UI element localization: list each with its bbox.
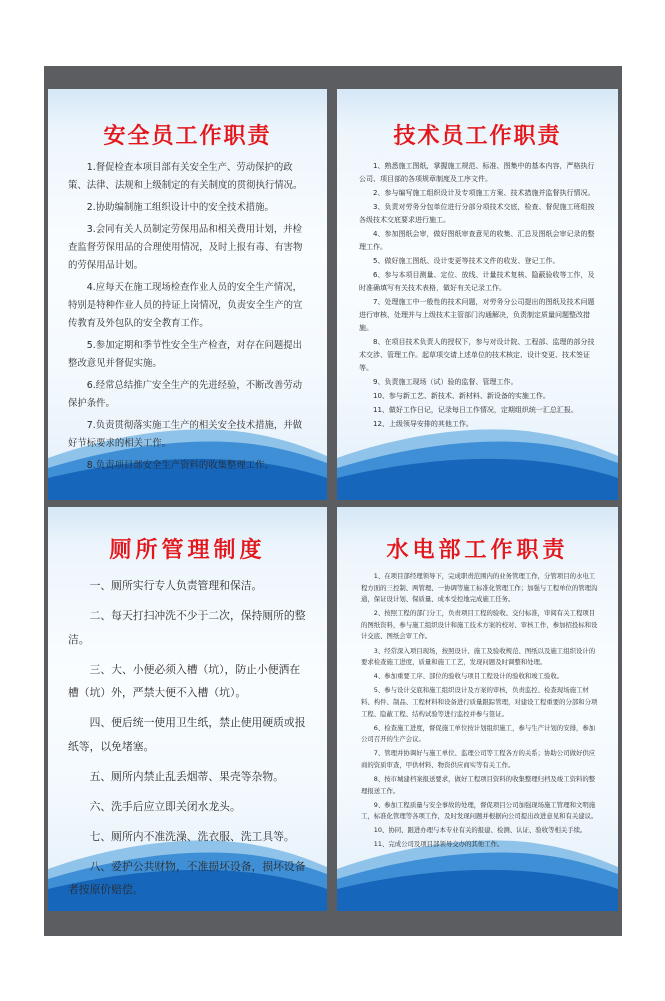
rule-item: 三、大、小便必须入槽（坑），防止小便洒在槽（坑）外，严禁大便不入槽（坑）。 — [68, 662, 301, 699]
rule-item: 四、便后统一使用卫生纸，禁止使用硬质或报纸等，以免堵塞。 — [68, 716, 306, 753]
duty-item: 7、管理并协调好与施工单位、监理公司等工程各方的关系；协助公司做好供应商的资质审查，甲供材料、物资供应商实等有关工作。 — [361, 749, 596, 769]
duty-item: 4、参加图纸会审，做好图纸审查意见的收集、汇总及图纸会审记录的整理工作。 — [359, 230, 595, 251]
duty-item: 10、参与新工艺、新技术、新材料、新设备的实施工作。 — [373, 392, 550, 400]
duty-item: 3.会同有关人员制定劳保用品和相关费用计划，并检查监督劳保用品的合理使用情况，及时上报有毒、有害物的劳保用品计划。 — [68, 224, 303, 271]
board-title: 技术员工作职责 — [393, 124, 562, 149]
rule-item: 七、厕所内不准洗澡、洗衣服、洗工具等。 — [89, 829, 295, 843]
rule-item: 二、每天打扫冲洗不少于二次，保持厕所的整洁。 — [68, 609, 306, 646]
duty-item: 4.应每天在施工现场检查作业人员的安全生产情况，特别是特种作业人员的持证上岗情况，负责安全生产的宣传教育及外包队的安全教育工作。 — [68, 282, 303, 329]
duty-item: 5、做好施工图纸、设计变更等技术文件的收发、登记工作。 — [373, 257, 560, 265]
duty-item: 12、上级领导安排的其他工作。 — [373, 420, 473, 428]
duty-item: 3、经常深入项目现场，按照设计、施工及验收规范、图纸以及施工组织设计的要求检查施工进度，质量和施工工艺，发现问题及时调整和处理。 — [361, 646, 596, 667]
board-body — [359, 160, 600, 432]
duty-item: 1、在项目部经理领导下，完成职责范围内的业务管理工作，分管项目的水电工程方面的三控制、两管理、一协调等施工标准化管理工作；加强与工程单位的管理沟通，保证设计划、保质量、成本受控地完成施工任务。 — [361, 572, 598, 604]
board-toilet-rules — [48, 507, 327, 911]
duty-item: 6、参与本项目测量、定位、放线、计量技术复核、隐蔽验收等工作，及时准确填写有关技术表格，做好有关记录工作。 — [359, 271, 595, 292]
duty-item: 3、负责对劳务分包单位进行分部分项技术交底，检查、督促施工班组按各级技术交底要求进行施工。 — [359, 203, 595, 224]
rule-item: 五、厕所内禁止乱丢烟蒂、果壳等杂物。 — [89, 769, 284, 783]
duty-item: 11、完成公司及项目部领导交办的其他工作。 — [373, 840, 504, 849]
duty-item: 8、在项目技术负责人的授权下，参与对设计院、工程部、监理的部分技术交涉、管理工作。起草项交请上述单位的技术核定、设计变更、技术签证等。 — [359, 338, 595, 372]
duty-item: 6、检查施工进度，督促施工单位按计划组织施工，参与生产计划的安排，参加公司召开的生产会议。 — [361, 723, 596, 744]
duty-item: 7.负责贯彻落实施工生产的相关安全技术措施，并做好节标要求的相关工作。 — [68, 420, 302, 449]
board-safety-officer — [48, 89, 327, 500]
duty-item: 2、按照工程的部门分工，负责项目工程的验收、交付标准，审阅有关工程项目的图纸资料，参与施工组织设计和施工技术方案的校对、审核工作，参加招投标和设计交底、图纸会审工作。 — [361, 609, 598, 641]
duty-item: 7、处理施工中一般性的技术问题，对劳务分公司提出的图纸及技术问题进行审核、处理并与上级技术主管部门沟通解决，负责制定质量问题整改措施。 — [359, 298, 595, 332]
duty-item: 5.参加定期和季节性安全生产检查，对存在问题提出整改意见并督促实施。 — [68, 340, 302, 369]
duty-item: 9、负责施工现场（试）验的监督、管理工作。 — [373, 378, 518, 386]
duty-item: 2.协助编制施工组织设计中的安全技术措施。 — [86, 202, 274, 213]
duty-item: 6.经常总结推广安全生产的先进经验，不断改善劳动保护条件。 — [68, 380, 302, 409]
board-technician — [337, 89, 618, 500]
duty-item: 1、熟悉施工图纸，掌握施工规范、标准、图集中的基本内容，严格执行公司、项目部的各项规章制度及工序文件。 — [359, 162, 595, 183]
duty-item: 8、按市城建档案报送要求，做好工程项目资料的收集整理归档及竣工资料的整理报送工作。 — [361, 775, 596, 795]
board-body — [361, 571, 600, 854]
duty-item: 11、做好工作日记，记录每日工作情况，定期组织统一汇总汇报。 — [373, 406, 578, 414]
board-hydro-electric — [337, 507, 618, 911]
rule-item: 一、厕所实行专人负责管理和保洁。 — [89, 579, 263, 592]
duty-item: 8.负责项目部安全生产资料的收集整理工作。 — [86, 460, 274, 471]
board-title: 水电部工作职责 — [386, 538, 569, 563]
board-body — [68, 159, 309, 479]
rule-item: 八、爱护公共财物，不准损坏设备，损坏设备者按原价赔偿。 — [68, 859, 306, 896]
board-title: 安全员工作职责 — [103, 124, 272, 149]
duty-item: 2、参与编写施工组织设计及专项施工方案、技术措施并监督执行情况。 — [373, 189, 595, 197]
duty-item: 5、参与设计交底和施工组织设计及方案的审核，负责监控、检查现场施工材料、构件、制品、工程材料和设备进行质量跟踪管理，对建设工程重要的分部和分项工程、隐蔽工程、结构试验等进行监控并参与签证。 — [361, 686, 598, 718]
board-title: 厕所管理制度 — [109, 538, 266, 563]
rule-item: 六、洗手后应立即关闭水龙头。 — [89, 799, 241, 813]
duty-item: 4、参加重要工序、部位的验收与项目工程设计的验收和竣工验收。 — [373, 672, 564, 681]
duty-item: 9、参加工程质量与安全事故的处理，督促项目公司加强现场施工管理和文明施工，标准化管理等各项工作，及时发现问题并根据向公司提出改进意见和有关建议。 — [361, 800, 598, 821]
duty-item: 10、协同、跟进办理与本专业有关的报建、检测、认证、验收等相关手续。 — [373, 826, 587, 835]
board-body — [68, 574, 309, 908]
duty-item: 1.督促检查本项目部有关安全生产、劳动保护的政策、法律、法规和上级制定的有关制度的贯彻执行情况。 — [68, 162, 303, 191]
